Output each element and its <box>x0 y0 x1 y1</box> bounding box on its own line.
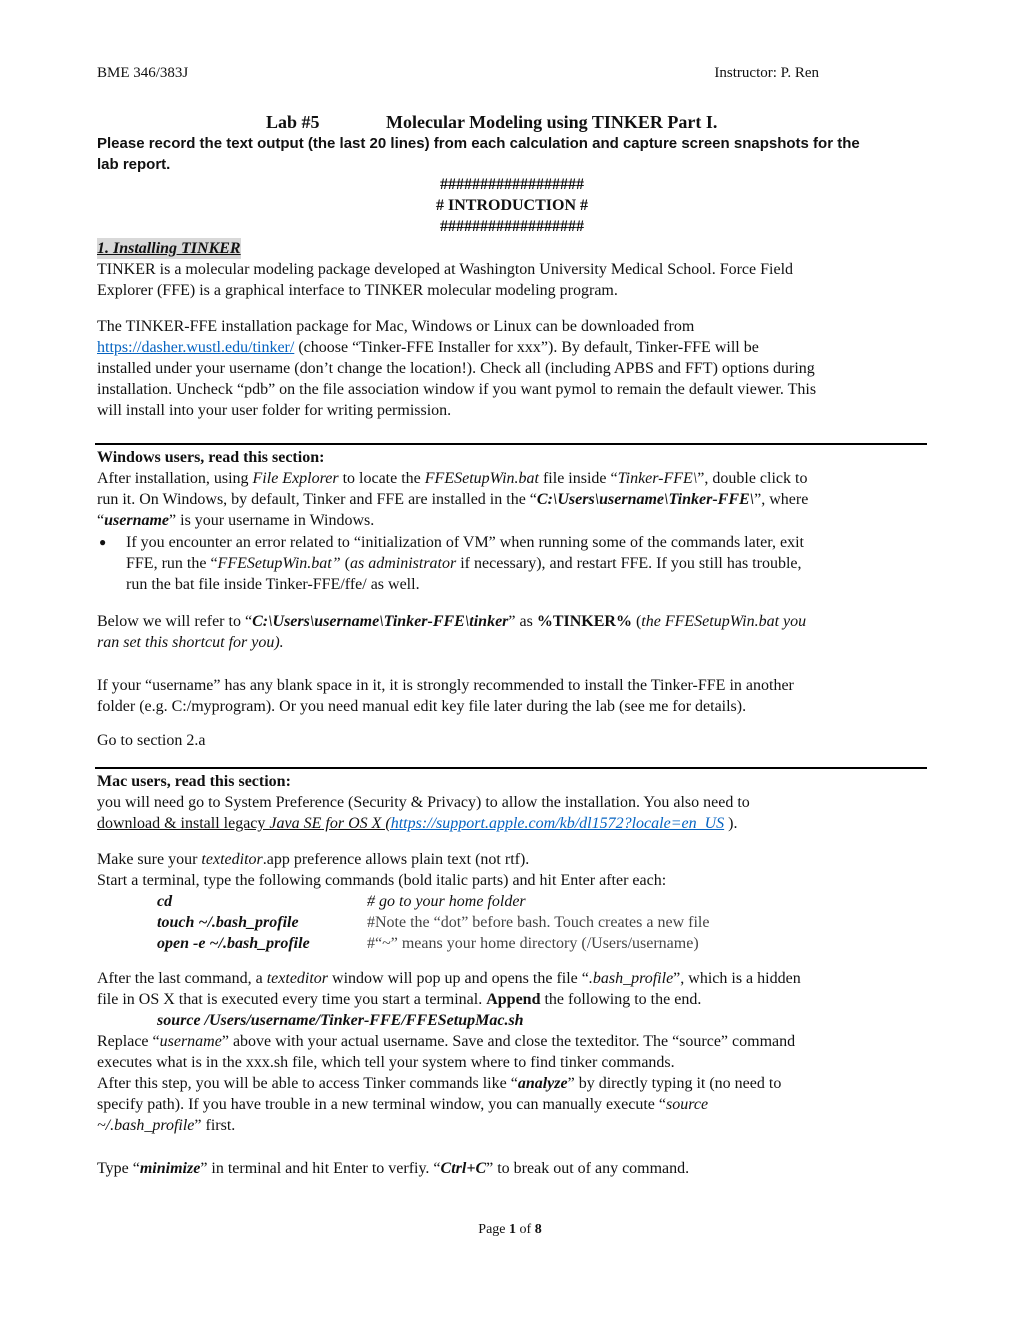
after-command-line-2: file in OS X that is executed every time you start a terminal. Append the following to the end. <box>97 991 702 1008</box>
username-space-line-1: If your “username” has any blank space in it, it is strongly recommended to install the Tinker-FFE in another <box>97 677 794 694</box>
command-cd: cd <box>157 893 173 910</box>
access-line-1: After this step, you will be able to access Tinker commands like “analyze” by directly typing it (no need to <box>97 1075 782 1092</box>
banner-intro-label: # INTRODUCTION # <box>435 197 588 214</box>
section-divider <box>95 767 927 769</box>
command-cd-comment: # go to your home folder <box>367 893 526 910</box>
source-command: source /Users/username/Tinker-FFE/FFESetupMac.sh <box>157 1012 524 1029</box>
executes-line: executes what is in the xxx.sh file, which tell your system where to find tinker commands. <box>97 1054 675 1071</box>
mac-line-2: download & install legacy Java SE for OS X (https://support.apple.com/kb/dl1572?locale=en_US ). <box>97 815 738 832</box>
java-download-link[interactable]: https://support.apple.com/kb/dl1572?locale=en_US <box>390 815 725 832</box>
bullet-line-2: FFE, run the “FFESetupWin.bat” (as administrator if necessary), and restart FFE. If you still has trouble, <box>126 555 802 572</box>
instructor-name: Instructor: P. Ren <box>714 65 819 81</box>
access-line-2: specify path). If you have trouble in a new terminal window, you can manually execute “source <box>97 1096 709 1113</box>
mac-line-1: you will need go to System Preference (Security & Privacy) to allow the installation. You also need to <box>97 794 750 811</box>
command-touch-comment: #Note the “dot” before bash. Touch creates a new file <box>367 914 710 931</box>
page-title: Molecular Modeling using TINKER Part I. <box>386 112 718 132</box>
banner-hashes-bottom: ################## <box>440 218 584 235</box>
command-open-comment: #“~” means your home directory (/Users/username) <box>367 935 699 952</box>
texteditor-pref-line: Make sure your texteditor.app preference allows plain text (not rtf). <box>97 851 530 868</box>
command-touch: touch ~/.bash_profile <box>157 914 299 931</box>
bullet-line-3: run the bat file inside Tinker-FFE/ffe/ as well. <box>126 576 420 593</box>
notice-line-2: lab report. <box>97 156 171 173</box>
bullet-line-1: If you encounter an error related to “initialization of VM” when running some of the commands later, exit <box>126 534 804 551</box>
username-space-line-2: folder (e.g. C:/myprogram). Or you need manual edit key file later during the lab (see me for details). <box>97 698 747 715</box>
section-divider <box>95 443 927 445</box>
course-code: BME 346/383J <box>97 65 189 81</box>
windows-heading: Windows users, read this section: <box>97 449 325 466</box>
install-para-2-line-4: installation. Uncheck “pdb” on the file association window if you want pymol to remain the default viewer. This <box>97 381 817 398</box>
terminal-instructions: Start a terminal, type the following commands (bold italic parts) and hit Enter after each: <box>97 872 667 889</box>
goto-section-2a: Go to section 2.a <box>97 732 206 749</box>
install-para-1-line-2: Explorer (FFE) is a graphical interface to TINKER molecular modeling program. <box>97 282 618 299</box>
replace-username-line: Replace “username” above with your actual username. Save and close the texteditor. The “source” command <box>97 1033 796 1050</box>
access-line-3: ~/.bash_profile” first. <box>97 1117 236 1134</box>
install-para-2-line-3: installed under your username (don’t change the location!). Check all (including APBS and FFT) options during <box>97 360 815 377</box>
tinker-ref-line-1: Below we will refer to “C:\Users\username\Tinker-FFE\tinker” as %TINKER% (the FFESetupWin.bat you <box>97 613 807 630</box>
banner-hashes-top: ################## <box>440 176 584 193</box>
mac-heading: Mac users, read this section: <box>97 773 291 790</box>
verify-line: Type “minimize” in terminal and hit Enter to verfiy. “Ctrl+C” to break out of any command. <box>97 1160 690 1177</box>
section-heading-installing: 1. Installing TINKER <box>97 240 241 257</box>
page-number: Page 1 of 8 <box>478 1222 542 1237</box>
tinker-ref-line-2: ran set this shortcut for you). <box>97 634 284 651</box>
windows-line-1: After installation, using File Explorer to locate the FFESetupWin.bat file inside “Tinker-FFE\”, double click to <box>97 470 808 487</box>
install-para-2-line-5: will install into your user folder for writing permission. <box>97 402 452 419</box>
command-open: open -e ~/.bash_profile <box>157 935 310 952</box>
install-para-2-line-1: The TINKER-FFE installation package for Mac, Windows or Linux can be downloaded from <box>97 318 695 335</box>
windows-line-2: run it. On Windows, by default, Tinker and FFE are installed in the “C:\Users\username\Tinker-FFE\”, where <box>97 491 809 508</box>
bullet-dot: ● <box>99 535 107 549</box>
windows-line-3: “username” is your username in Windows. <box>97 512 375 529</box>
notice-line-1: Please record the text output (the last 20 lines) from each calculation and capture screen snapshots for the <box>97 135 860 152</box>
tinker-download-link[interactable]: https://dasher.wustl.edu/tinker/ <box>97 339 295 356</box>
install-para-1-line-1: TINKER is a molecular modeling package developed at Washington University Medical School. Force Field <box>97 261 794 278</box>
install-para-2-line-2: https://dasher.wustl.edu/tinker/ (choose “Tinker-FFE Installer for xxx”). By default, Tinker-FFE will be <box>97 339 759 356</box>
lab-number: Lab #5 <box>266 112 320 132</box>
after-command-line-1: After the last command, a texteditor window will pop up and opens the file “.bash_profile”, which is a hidden <box>97 970 801 987</box>
